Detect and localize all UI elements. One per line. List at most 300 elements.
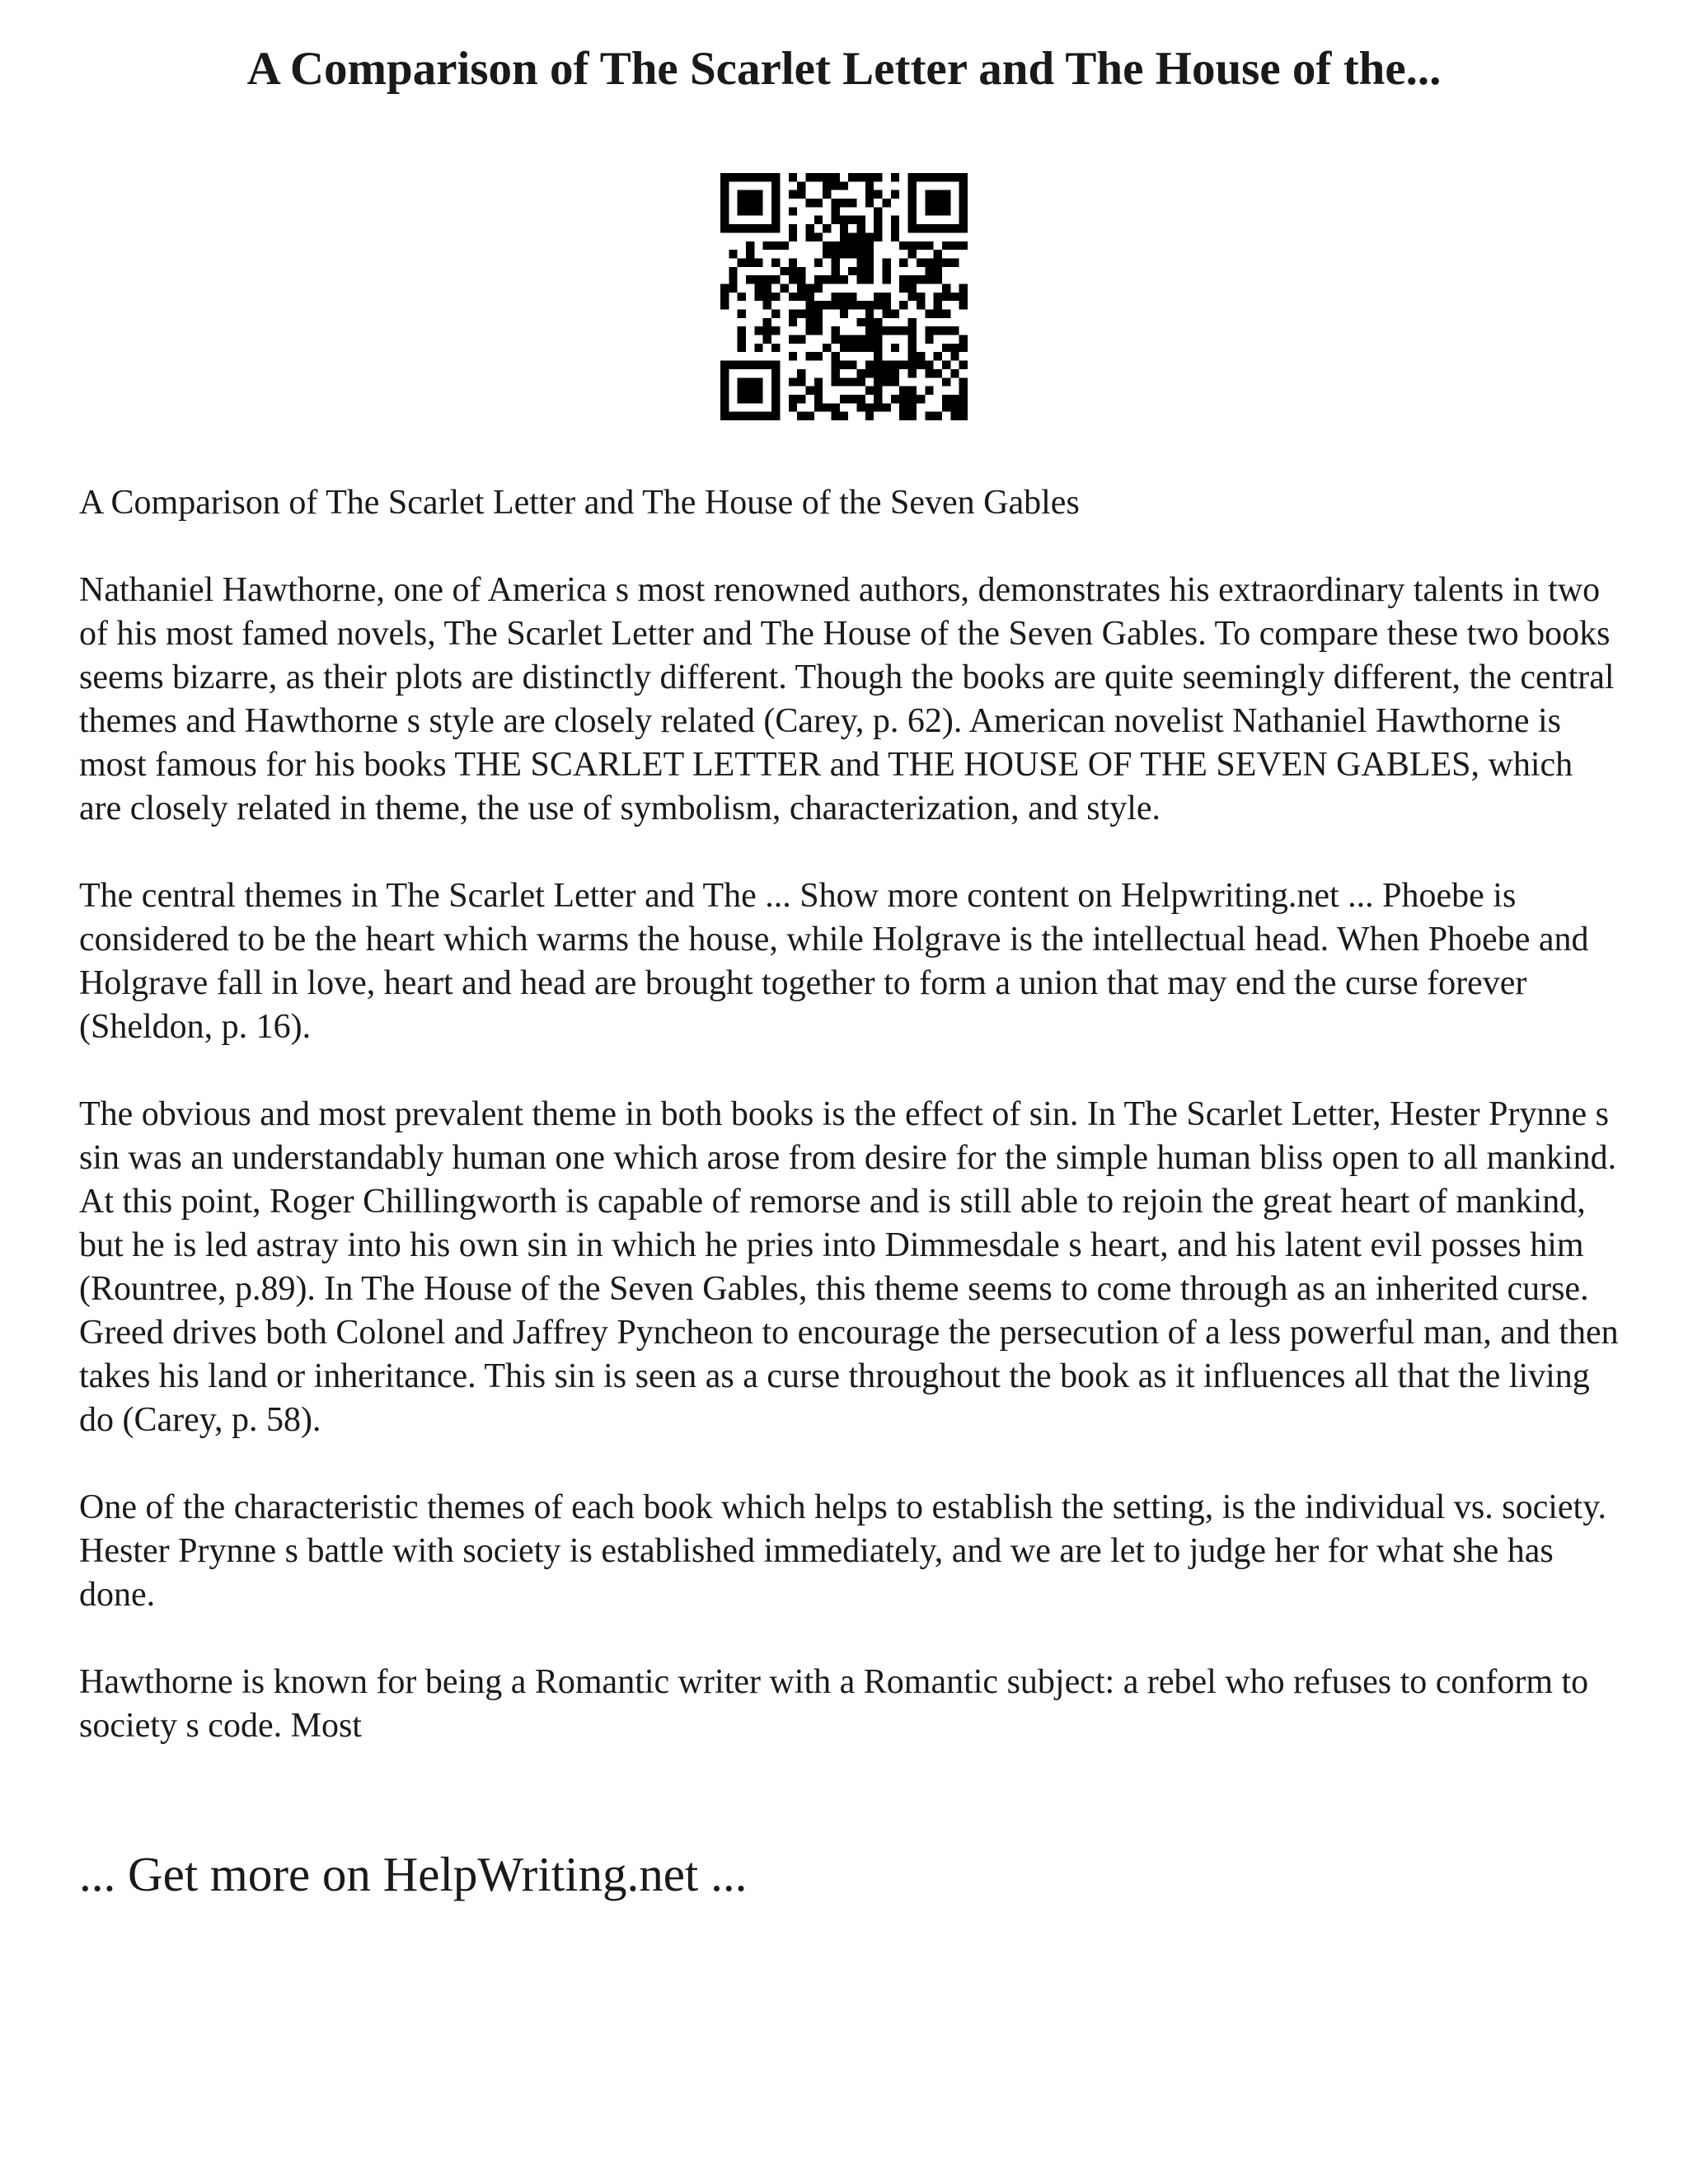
qr-module xyxy=(925,267,933,275)
qr-module xyxy=(720,301,729,309)
qr-module xyxy=(771,216,780,224)
qr-module xyxy=(738,173,746,181)
qr-module xyxy=(763,173,771,181)
qr-module xyxy=(934,207,942,215)
qr-module xyxy=(771,241,780,250)
qr-module xyxy=(814,216,823,224)
qr-module xyxy=(908,284,917,292)
qr-module xyxy=(925,258,933,266)
qr-module xyxy=(959,284,968,292)
qr-module xyxy=(797,181,805,190)
qr-module xyxy=(738,207,746,215)
qr-module xyxy=(942,344,950,352)
qr-module xyxy=(891,369,899,377)
qr-module xyxy=(865,310,874,318)
qr-module xyxy=(934,258,942,266)
paragraph-society: One of the characteristic themes of each book which helps to establish the setting, is the individual vs. society. Hester Prynne s battle with society is established immediately, and we are let to judge her for what she has done. xyxy=(79,1488,1606,1614)
qr-module xyxy=(925,412,933,420)
qr-module xyxy=(789,267,797,275)
qr-module xyxy=(908,173,917,181)
qr-module xyxy=(950,173,959,181)
qr-module xyxy=(840,250,848,258)
qr-module xyxy=(805,412,814,420)
qr-module xyxy=(789,190,797,199)
qr-module xyxy=(848,361,856,369)
qr-module xyxy=(950,395,959,403)
qr-module xyxy=(857,335,865,344)
qr-module xyxy=(942,403,950,411)
qr-module xyxy=(865,199,874,207)
qr-module xyxy=(831,403,839,411)
qr-module xyxy=(763,412,771,420)
qr-module xyxy=(848,344,856,352)
qr-module xyxy=(857,232,865,241)
qr-module xyxy=(942,293,950,301)
qr-module xyxy=(925,224,933,232)
qr-module xyxy=(883,369,891,377)
qr-module xyxy=(746,395,754,403)
qr-module xyxy=(814,352,823,360)
qr-module xyxy=(908,216,917,224)
qr-module xyxy=(874,301,882,309)
document-subtitle: A Comparison of The Scarlet Letter and The House of the Seven Gables xyxy=(79,484,1080,522)
qr-module xyxy=(814,387,823,395)
qr-module xyxy=(729,361,737,369)
qr-module xyxy=(823,173,831,181)
qr-module xyxy=(797,310,805,318)
qr-module xyxy=(823,403,831,411)
qr-module xyxy=(874,293,882,301)
qr-module xyxy=(950,293,959,301)
qr-code-icon xyxy=(720,173,968,420)
qr-module xyxy=(754,395,762,403)
qr-module xyxy=(942,207,950,215)
qr-module xyxy=(917,224,925,232)
qr-module xyxy=(908,403,917,411)
qr-module xyxy=(805,293,814,301)
qr-module xyxy=(840,301,848,309)
qr-module xyxy=(874,318,882,326)
qr-module xyxy=(959,173,968,181)
qr-module xyxy=(729,412,737,420)
qr-module xyxy=(883,275,891,284)
qr-module xyxy=(942,310,950,318)
qr-module xyxy=(746,377,754,386)
qr-module xyxy=(925,190,933,199)
qr-module xyxy=(891,377,899,386)
qr-module xyxy=(857,258,865,266)
qr-module xyxy=(789,318,797,326)
qr-module xyxy=(917,352,925,360)
qr-module xyxy=(805,173,814,181)
qr-module xyxy=(857,301,865,309)
qr-module xyxy=(908,207,917,215)
qr-module xyxy=(899,241,907,250)
qr-module xyxy=(763,284,771,292)
qr-module xyxy=(899,412,907,420)
qr-module xyxy=(729,173,737,181)
qr-module xyxy=(814,395,823,403)
qr-module xyxy=(942,258,950,266)
qr-module xyxy=(942,199,950,207)
qr-module xyxy=(763,293,771,301)
qr-module xyxy=(857,250,865,258)
qr-module xyxy=(738,310,746,318)
qr-module xyxy=(883,326,891,335)
qr-module xyxy=(720,387,729,395)
qr-module xyxy=(823,275,831,284)
qr-module xyxy=(883,403,891,411)
qr-module xyxy=(720,377,729,386)
qr-module xyxy=(814,199,823,207)
qr-module xyxy=(729,284,737,292)
qr-module xyxy=(959,216,968,224)
qr-module xyxy=(934,173,942,181)
qr-module xyxy=(805,352,814,360)
qr-module xyxy=(771,344,780,352)
qr-module xyxy=(823,224,831,232)
qr-module xyxy=(883,293,891,301)
qr-module xyxy=(874,207,882,215)
qr-module xyxy=(899,361,907,369)
qr-module xyxy=(959,301,968,309)
qr-module xyxy=(848,293,856,301)
qr-module xyxy=(763,224,771,232)
qr-module xyxy=(720,293,729,301)
qr-module xyxy=(814,275,823,284)
qr-module xyxy=(925,387,933,395)
qr-module xyxy=(908,369,917,377)
paragraph-sin: The obvious and most prevalent theme in both books is the effect of sin. In The Scarlet Letter, Hester Prynne s sin was an understandably human one which arose from desire for the simple human bliss open to all mankind. At this point, Roger Chillingworth is capable of remorse and is still able to rejoin the great heart of mankind, but he is led astray into his own sin in which he pries into Dimmesdale s heart, and his latent evil posses him (Rountree, p.89). In The House of the Seven Gables, this theme seems to come through as an inherited curse. Greed drives both Colonel and Jaffrey Pyncheon to encourage the persecution of a less powerful man, and then takes his land or inheritance. This sin is seen as a curse throughout the book as it influences all that the living do (Carey, p. 58). xyxy=(79,1095,1619,1439)
qr-module xyxy=(865,173,874,181)
qr-module xyxy=(823,241,831,250)
qr-module xyxy=(883,199,891,207)
qr-module xyxy=(789,173,797,181)
qr-module xyxy=(814,318,823,326)
qr-module xyxy=(959,387,968,395)
qr-module xyxy=(771,224,780,232)
qr-module xyxy=(789,310,797,318)
qr-module xyxy=(831,326,839,335)
qr-module xyxy=(746,275,754,284)
qr-module xyxy=(857,377,865,386)
qr-module xyxy=(738,344,746,352)
qr-module xyxy=(908,344,917,352)
qr-module xyxy=(908,387,917,395)
qr-module xyxy=(789,335,797,344)
qr-module xyxy=(789,232,797,241)
qr-module xyxy=(883,267,891,275)
qr-module xyxy=(934,199,942,207)
qr-module xyxy=(891,232,899,241)
qr-module xyxy=(959,395,968,403)
qr-module xyxy=(891,344,899,352)
qr-module xyxy=(823,181,831,190)
qr-module xyxy=(754,326,762,335)
qr-module xyxy=(959,335,968,344)
qr-module xyxy=(950,403,959,411)
qr-module xyxy=(840,377,848,386)
qr-module xyxy=(831,258,839,266)
qr-module xyxy=(771,361,780,369)
qr-module xyxy=(874,335,882,344)
qr-module xyxy=(917,173,925,181)
qr-module xyxy=(857,224,865,232)
qr-module xyxy=(883,258,891,266)
qr-module xyxy=(763,318,771,326)
qr-module xyxy=(840,344,848,352)
qr-module xyxy=(823,301,831,309)
qr-module xyxy=(746,387,754,395)
qr-module xyxy=(797,284,805,292)
qr-module xyxy=(771,190,780,199)
qr-module xyxy=(848,267,856,275)
qr-module xyxy=(908,293,917,301)
qr-module xyxy=(934,190,942,199)
qr-module xyxy=(950,258,959,266)
qr-module xyxy=(865,344,874,352)
qr-module xyxy=(865,181,874,190)
qr-module xyxy=(840,395,848,403)
qr-module xyxy=(729,224,737,232)
qr-module xyxy=(865,403,874,411)
qr-module xyxy=(959,412,968,420)
qr-module xyxy=(857,318,865,326)
qr-module xyxy=(874,352,882,360)
qr-module xyxy=(942,326,950,335)
qr-module xyxy=(950,344,959,352)
qr-module xyxy=(771,310,780,318)
qr-module xyxy=(720,395,729,403)
qr-module xyxy=(754,199,762,207)
qr-module xyxy=(746,224,754,232)
qr-module xyxy=(908,190,917,199)
qr-module xyxy=(848,241,856,250)
qr-module xyxy=(738,190,746,199)
qr-module xyxy=(891,190,899,199)
qr-module xyxy=(831,369,839,377)
qr-module xyxy=(959,190,968,199)
qr-module xyxy=(738,395,746,403)
qr-module xyxy=(814,310,823,318)
qr-module xyxy=(934,310,942,318)
qr-module xyxy=(720,181,729,190)
qr-module xyxy=(814,403,823,411)
qr-module xyxy=(771,173,780,181)
qr-module xyxy=(720,284,729,292)
qr-module xyxy=(771,387,780,395)
qr-module xyxy=(865,267,874,275)
qr-module xyxy=(925,361,933,369)
qr-module xyxy=(738,335,746,344)
qr-module xyxy=(908,326,917,335)
qr-module xyxy=(805,326,814,335)
qr-module xyxy=(789,258,797,266)
qr-module xyxy=(771,412,780,420)
qr-module xyxy=(789,224,797,232)
qr-module xyxy=(831,241,839,250)
qr-module xyxy=(771,199,780,207)
qr-module xyxy=(805,284,814,292)
qr-module xyxy=(763,241,771,250)
qr-module xyxy=(754,361,762,369)
qr-module xyxy=(857,395,865,403)
qr-module xyxy=(959,181,968,190)
document-title: A Comparison of The Scarlet Letter and The House of the... xyxy=(246,43,1442,95)
qr-module xyxy=(814,301,823,309)
qr-module xyxy=(934,250,942,258)
qr-module xyxy=(763,275,771,284)
qr-module xyxy=(934,369,942,377)
qr-module xyxy=(959,403,968,411)
get-more-link[interactable]: ... Get more on HelpWriting.net ... xyxy=(79,1847,748,1901)
qr-module xyxy=(797,267,805,275)
qr-module xyxy=(840,293,848,301)
qr-module xyxy=(789,293,797,301)
qr-module xyxy=(865,250,874,258)
qr-module xyxy=(874,224,882,232)
qr-module xyxy=(754,190,762,199)
qr-module xyxy=(848,232,856,241)
qr-module xyxy=(840,361,848,369)
qr-module xyxy=(840,216,848,224)
qr-module xyxy=(814,284,823,292)
qr-module xyxy=(934,224,942,232)
qr-module xyxy=(899,395,907,403)
qr-module xyxy=(720,207,729,215)
qr-module xyxy=(754,207,762,215)
qr-module xyxy=(925,241,933,250)
qr-module xyxy=(746,241,754,250)
qr-module xyxy=(848,301,856,309)
qr-module xyxy=(857,403,865,411)
qr-module xyxy=(754,387,762,395)
qr-module xyxy=(891,310,899,318)
qr-module xyxy=(865,258,874,266)
qr-module xyxy=(908,199,917,207)
qr-module xyxy=(763,361,771,369)
qr-module xyxy=(805,301,814,309)
qr-module xyxy=(874,344,882,352)
qr-module xyxy=(959,241,968,250)
qr-module xyxy=(797,412,805,420)
qr-module xyxy=(831,173,839,181)
qr-module xyxy=(857,267,865,275)
qr-module xyxy=(720,361,729,369)
qr-module xyxy=(831,301,839,309)
qr-module xyxy=(925,369,933,377)
qr-module xyxy=(891,216,899,224)
qr-module xyxy=(848,250,856,258)
qr-module xyxy=(950,352,959,360)
qr-module xyxy=(950,224,959,232)
qr-module xyxy=(874,326,882,335)
qr-module xyxy=(840,310,848,318)
qr-module xyxy=(857,216,865,224)
qr-module xyxy=(925,173,933,181)
qr-module xyxy=(865,361,874,369)
qr-module xyxy=(720,412,729,420)
qr-module xyxy=(925,310,933,318)
qr-module xyxy=(899,326,907,335)
qr-module xyxy=(917,241,925,250)
qr-module xyxy=(925,326,933,335)
qr-module xyxy=(746,361,754,369)
qr-module xyxy=(797,335,805,344)
qr-module xyxy=(814,377,823,386)
qr-module xyxy=(908,224,917,232)
qr-module xyxy=(831,361,839,369)
qr-module xyxy=(959,199,968,207)
qr-module xyxy=(908,335,917,344)
qr-module xyxy=(848,173,856,181)
qr-module xyxy=(746,412,754,420)
qr-module xyxy=(917,361,925,369)
qr-module xyxy=(865,369,874,377)
qr-module xyxy=(848,199,856,207)
qr-module xyxy=(925,207,933,215)
qr-module xyxy=(746,207,754,215)
qr-module xyxy=(865,318,874,326)
qr-module xyxy=(789,395,797,403)
qr-module xyxy=(865,412,874,420)
qr-module xyxy=(874,377,882,386)
qr-module xyxy=(754,284,762,292)
qr-module xyxy=(746,190,754,199)
qr-module xyxy=(899,275,907,284)
qr-module xyxy=(857,275,865,284)
qr-module xyxy=(831,216,839,224)
qr-module xyxy=(805,199,814,207)
qr-module xyxy=(883,361,891,369)
qr-module xyxy=(754,275,762,284)
qr-module xyxy=(874,361,882,369)
qr-module xyxy=(771,258,780,266)
qr-module xyxy=(831,335,839,344)
qr-module xyxy=(831,207,839,215)
qr-module xyxy=(738,258,746,266)
qr-module xyxy=(805,387,814,395)
qr-module xyxy=(789,352,797,360)
qr-module xyxy=(874,216,882,224)
qr-module xyxy=(814,258,823,266)
qr-module xyxy=(950,369,959,377)
qr-module xyxy=(763,326,771,335)
qr-module xyxy=(934,293,942,301)
qr-module xyxy=(857,369,865,377)
document-body xyxy=(79,481,1620,1792)
qr-module xyxy=(746,173,754,181)
qr-module xyxy=(805,232,814,241)
qr-module xyxy=(738,361,746,369)
qr-module xyxy=(780,284,788,292)
qr-module xyxy=(874,369,882,377)
qr-module xyxy=(720,216,729,224)
qr-module xyxy=(840,199,848,207)
qr-module xyxy=(857,344,865,352)
qr-module xyxy=(780,241,788,250)
qr-module xyxy=(942,241,950,250)
qr-module xyxy=(771,377,780,386)
qr-module xyxy=(738,199,746,207)
qr-module xyxy=(865,387,874,395)
qr-module xyxy=(917,275,925,284)
qr-module xyxy=(925,199,933,207)
qr-module xyxy=(823,344,831,352)
qr-module xyxy=(805,318,814,326)
qr-module xyxy=(899,258,907,266)
paragraph-themes: The central themes in The Scarlet Letter and The ... Show more content on Helpwriting.net ... Phoebe is considered to be the heart which warms the house, while Holgrave is the intellectual head. When Phoebe and Holgrave fall in love, heart and head are brought together to form a union that may end the curse forever (Sheldon, p. 16). xyxy=(79,877,1589,1046)
